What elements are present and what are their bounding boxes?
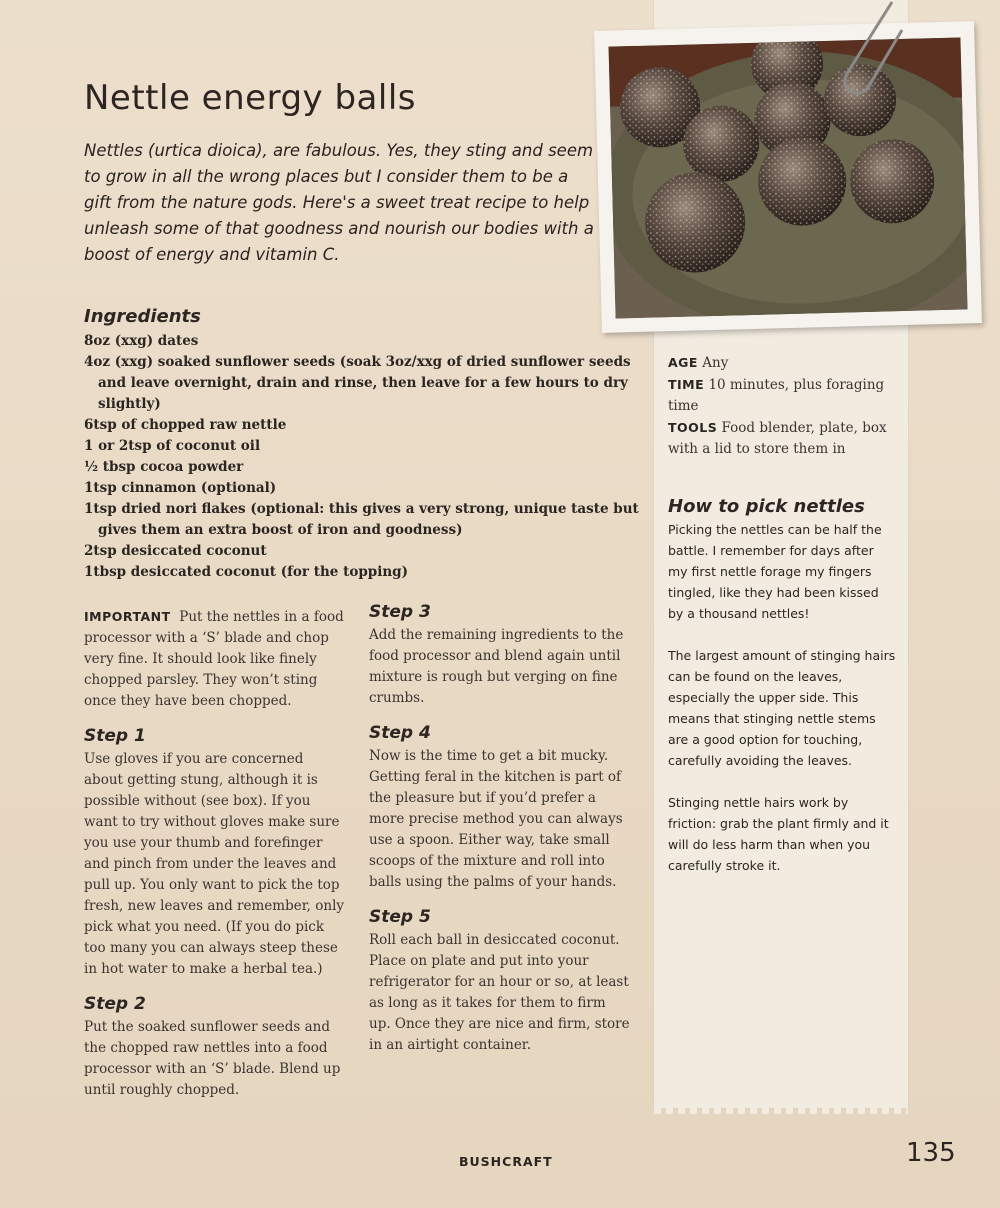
ingredient-item: 4oz (xxg) soaked sunflower seeds (soak 3oz/xxg of dried sunflower seeds and leave overnight, drain and rinse, then leave for a few hours to dry slightly) [84, 354, 631, 412]
time-value: 10 minutes, plus foraging time [668, 377, 885, 414]
ingredient-item: ½ tbsp cocoa powder [84, 459, 244, 475]
step-2-heading: Step 2 [84, 994, 146, 1014]
step-2-text: Put the soaked sunflower seeds and the chopped raw nettles into a food processor with an ‘S’ blade. Blend up until roughly chopped. [84, 1019, 341, 1098]
tools-row [668, 417, 893, 460]
ingredient-item: 8oz (xxg) dates [84, 333, 199, 349]
method-column-right [369, 602, 631, 1056]
ingredient-item: 1tsp dried nori flakes (optional: this gives a very strong, unique taste but gives them an extra boost of iron and goodness) [84, 501, 639, 538]
ingredients-section [84, 306, 644, 583]
recipe-meta [668, 352, 893, 460]
ingredients-heading: Ingredients [84, 306, 201, 327]
step-3-heading: Step 3 [369, 602, 431, 622]
ingredients-list [84, 331, 644, 583]
howto-paragraph: Stinging nettle hairs work by friction: grab the plant firmly and it will do less harm than when you carefully stroke it. [668, 795, 889, 873]
important-text: Put the nettles in a food processor with a ‘S’ blade and chop very fine. It should look like finely chopped parsley. They won’t sting once they have been chopped. [84, 609, 344, 709]
important-label: IMPORTANT [84, 609, 171, 624]
ingredient-item: 1tsp cinnamon (optional) [84, 480, 277, 496]
ingredient-item: 1 or 2tsp of coconut oil [84, 438, 261, 454]
age-label: AGE [668, 355, 698, 370]
tools-label: TOOLS [668, 420, 718, 435]
step-5-text: Roll each ball in desiccated coconut. Place on plate and put into your refrigerator for an hour or so, at least as long as it takes for them to firm up. Once they are nice and firm, store in an airtight container. [369, 932, 630, 1053]
important-note [84, 606, 346, 712]
page-number: 135 [906, 1138, 956, 1168]
intro-paragraph: Nettles (urtica dioica), are fabulous. Yes, they sting and seem to grow in all the wrong places but I consider them to be a gift from the nature gods. Here's a sweet treat recipe to help unleash some of that goodness and nourish our bodies with a boost of energy and vitamin C. [84, 141, 594, 264]
howto-heading: How to pick nettles [668, 496, 865, 517]
step-5-heading: Step 5 [369, 907, 431, 927]
ingredient-item: 1tbsp desiccated coconut (for the topping) [84, 564, 408, 580]
ingredient-item: 2tsp desiccated coconut [84, 543, 267, 559]
howto-paragraph: The largest amount of stinging hairs can be found on the leaves, especially the upper side. This means that stinging nettle stems are a good option for touching, carefully avoiding the leaves. [668, 648, 896, 768]
how-to-pick-box [668, 496, 896, 897]
page-title: Nettle energy balls [84, 78, 416, 118]
step-3-text: Add the remaining ingredients to the food processor and blend again until mixture is rough but verging on fine crumbs. [369, 627, 624, 706]
step-1-heading: Step 1 [84, 726, 146, 746]
step-4-heading: Step 4 [369, 723, 431, 743]
howto-paragraph: Picking the nettles can be half the battle. I remember for days after my first nettle forage my fingers tingled, like they had been kissed by a thousand nettles! [668, 522, 882, 621]
time-label: TIME [668, 377, 705, 392]
age-row [668, 352, 893, 374]
age-value: Any [702, 355, 729, 371]
step-4-text: Now is the time to get a bit mucky. Getting feral in the kitchen is part of the pleasure but if you’d prefer a more precise method you can always use a spoon. Either way, take small scoops of the mixture and roll into balls using the palms of your hands. [369, 748, 623, 890]
paperclip-icon [830, 0, 910, 96]
section-label: BUSHCRAFT [459, 1154, 553, 1169]
method-column-left [84, 606, 346, 1101]
energy-balls-image [609, 37, 968, 318]
recipe-photo [594, 21, 982, 333]
step-1-text: Use gloves if you are concerned about getting stung, although it is possible without (see box). If you want to try without gloves make sure you use your thumb and forefinger and pinch from under the leaves and pull up. You only want to pick the top fresh, new leaves and remember, only pick what you need. (If you do pick too many you can always steep these in hot water to make a herbal tea.) [84, 751, 345, 977]
time-row [668, 374, 893, 417]
tools-value: Food blender, plate, box with a lid to store them in [668, 420, 887, 457]
ingredient-item: 6tsp of chopped raw nettle [84, 417, 287, 433]
